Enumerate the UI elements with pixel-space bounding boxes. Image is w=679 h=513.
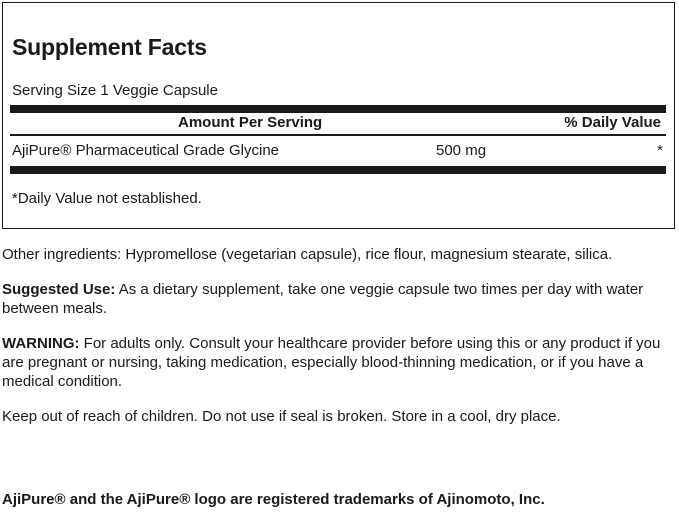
other-ingredients: Other ingredients: Hypromellose (vegetarian capsule), rice flour, magnesium stearate, silica. [2,246,613,263]
daily-value-footnote: *Daily Value not established. [12,190,202,207]
serving-size: Serving Size 1 Veggie Capsule [12,82,218,99]
suggested-use-label: Suggested Use: [2,281,116,298]
daily-value-header: % Daily Value [564,114,661,131]
thick-divider-top [10,105,666,113]
amount-per-serving-header: Amount Per Serving [178,114,323,131]
suggested-use [2,280,674,318]
facts-title: Supplement Facts [12,34,207,60]
storage-instructions: Keep out of reach of children. Do not use if seal is broken. Store in a cool, dry place. [2,408,561,425]
ingredient-daily-value: * [657,142,663,159]
ingredient-amount: 500 mg [436,142,487,159]
warning-label: WARNING: [2,335,80,352]
suggested-use-text: As a dietary supplement, take one veggie capsule two times per day with water between meals. [2,281,644,317]
warning-text: For adults only. Consult your healthcare provider before using this or any product if you are pregnant or nursing, taking medication, especially blood-thinning medication, or if you have a medical condition. [2,335,661,390]
trademark-notice: AjiPure® and the AjiPure® logo are registered trademarks of Ajinomoto, Inc. [2,491,545,508]
thin-divider [10,134,666,136]
thick-divider-bottom [10,166,666,174]
ingredient-name: AjiPure® Pharmaceutical Grade Glycine [12,142,279,159]
warning [2,334,674,391]
